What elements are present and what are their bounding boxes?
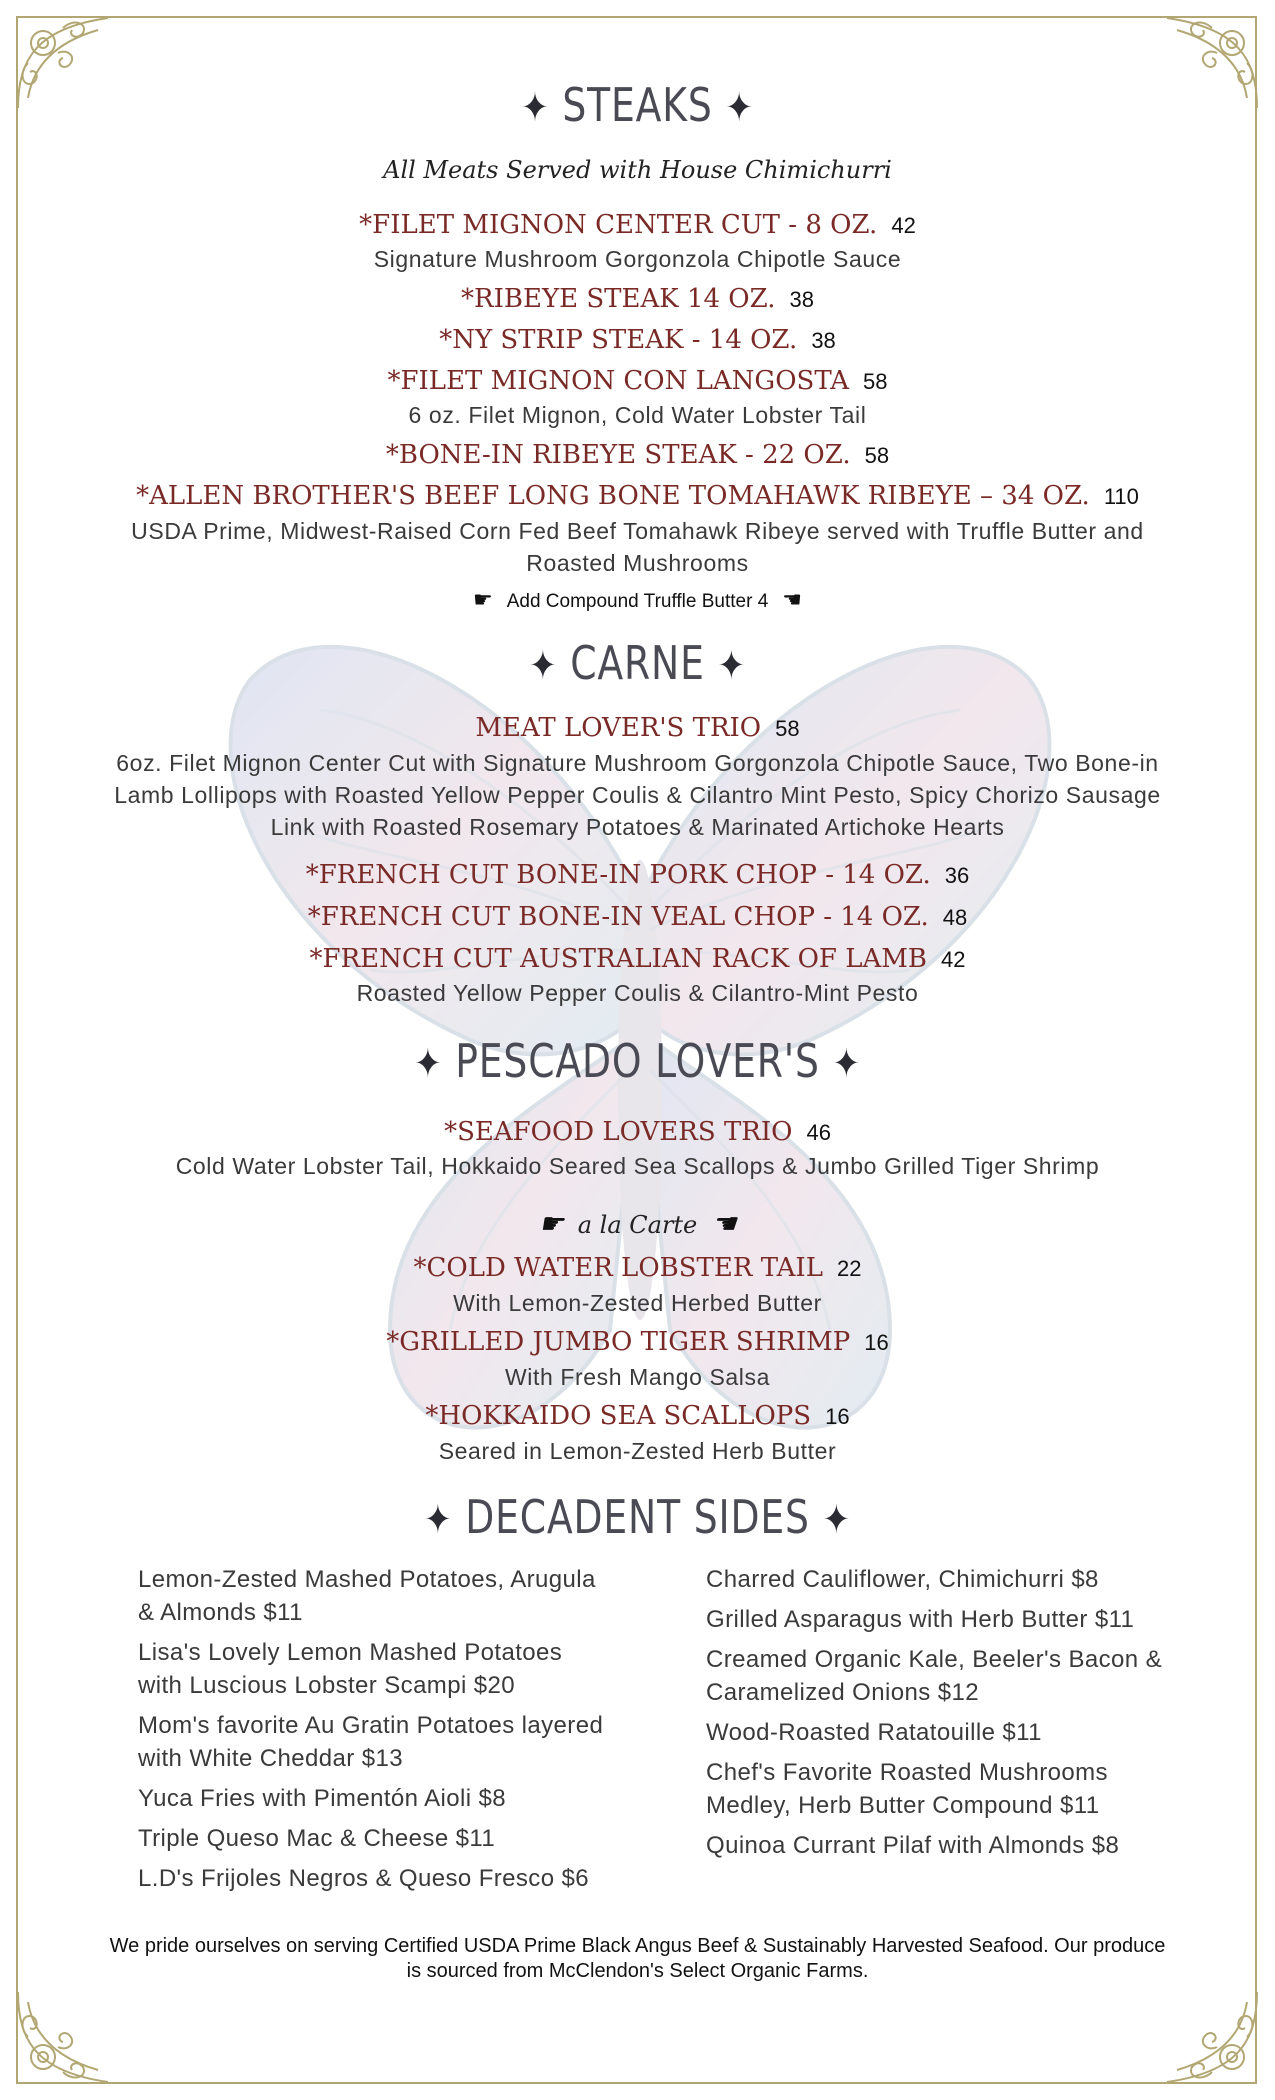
menu-item: *FILET MIGNON CON LANGOSTA 58 [387,366,888,396]
item-description: 6 oz. Filet Mignon, Cold Water Lobster Tail [408,402,867,428]
side-item: Quinoa Currant Pilaf with Almonds $8 [706,1832,1120,1859]
footer-line: We pride ourselves on serving Certified USDA Prime Black Angus Beef & Sustainably Harvested Seafood. Our produce [109,1935,1166,1957]
item-description: 6oz. Filet Mignon Center Cut with Signature Mushroom Gorgonzola Chipotle Sauce, Two Bone-in [116,750,1159,776]
item-description: Signature Mushroom Gorgonzola Chipotle Sauce [373,246,902,272]
item-description: With Lemon-Zested Herbed Butter [453,1290,822,1316]
steaks-subtitle: All Meats Served with House Chimichurri [383,156,892,184]
section-title-steaks: ✦ STEAKS ✦ [521,78,754,132]
star-icon: ✦ [521,85,550,131]
side-item: Chef's Favorite Roasted Mushrooms Medley, Herb Butter Compound $11 [706,1759,1108,1819]
side-item: Wood-Roasted Ratatouille $11 [706,1719,1042,1746]
side-item: Lisa's Lovely Lemon Mashed Potatoes with Luscious Lobster Scampi $20 [138,1639,563,1699]
corner-ornament-icon [8,1982,118,2092]
side-item: Mom's favorite Au Gratin Potatoes layered with White Cheddar $13 [138,1712,604,1772]
menu-item: *GRILLED JUMBO TIGER SHRIMP 16 [386,1327,889,1357]
side-item: Grilled Asparagus with Herb Butter $11 [706,1606,1135,1633]
corner-ornament-icon [1157,8,1267,118]
menu-item: *FRENCH CUT BONE-IN PORK CHOP - 14 OZ. 36 [305,860,970,890]
menu-item: *NY STRIP STEAK - 14 OZ. 38 [439,325,836,355]
star-icon: ✦ [832,1041,861,1087]
item-description: Lamb Lollipops with Roasted Yellow Pepper Coulis & Cilantro Mint Pesto, Spicy Chorizo Sausage [114,782,1161,808]
menu-item: *ALLEN BROTHER'S BEEF LONG BONE TOMAHAWK RIBEYE – 34 OZ. 110 [136,481,1139,511]
menu-item: *COLD WATER LOBSTER TAIL 22 [413,1253,862,1283]
sides-right-column [706,1563,1176,1869]
menu-item: *FRENCH CUT BONE-IN VEAL CHOP - 14 OZ. 48 [307,902,968,932]
addon-note: ☛ Add Compound Truffle Butter 4 ☚ [472,587,803,612]
pointing-hand-left-icon: ☚ [782,587,803,612]
menu-item: *BONE-IN RIBEYE STEAK - 22 OZ. 58 [385,440,890,470]
menu-item: *SEAFOOD LOVERS TRIO 46 [444,1117,831,1147]
pointing-hand-right-icon: ☛ [538,1207,564,1240]
side-item: Charred Cauliflower, Chimichurri $8 [706,1566,1099,1593]
item-description: Roasted Mushrooms [526,550,749,576]
side-item: Yuca Fries with Pimentón Aioli $8 [138,1785,507,1812]
side-item: L.D's Frijoles Negros & Queso Fresco $6 [138,1865,590,1892]
menu-item: *RIBEYE STEAK 14 OZ. 38 [461,284,814,314]
star-icon: ✦ [725,85,754,131]
pointing-hand-right-icon: ☛ [472,587,493,612]
item-description: Link with Roasted Rosemary Potatoes & Marinated Artichoke Hearts [270,814,1005,840]
item-description: Roasted Yellow Pepper Coulis & Cilantro-Mint Pesto [356,980,919,1006]
section-title-pescado: ✦ PESCADO LOVER'S ✦ [414,1034,861,1088]
menu-item: *HOKKAIDO SEA SCALLOPS 16 [425,1401,850,1431]
side-item: Creamed Organic Kale, Beeler's Bacon & Caramelized Onions $12 [706,1646,1163,1706]
star-icon: ✦ [822,1497,851,1543]
star-icon: ✦ [424,1497,453,1543]
section-title-carne: ✦ CARNE ✦ [529,636,746,690]
side-item: Triple Queso Mac & Cheese $11 [138,1825,496,1852]
menu-item: MEAT LOVER'S TRIO 58 [475,713,800,743]
section-title-sides: ✦ DECADENT SIDES ✦ [424,1490,851,1544]
item-description: USDA Prime, Midwest-Raised Corn Fed Beef Tomahawk Ribeye served with Truffle Butter and [131,518,1144,544]
corner-ornament-icon [1157,1982,1267,2092]
item-description: Seared in Lemon-Zested Herb Butter [438,1438,837,1464]
item-description: Cold Water Lobster Tail, Hokkaido Seared Sea Scallops & Jumbo Grilled Tiger Shrimp [175,1153,1100,1179]
footer-line: is sourced from McClendon's Select Organic Farms. [406,1960,869,1982]
sides-left-column [138,1563,608,1902]
item-description: With Fresh Mango Salsa [504,1364,771,1390]
menu-item: *FRENCH CUT AUSTRALIAN RACK OF LAMB 42 [309,944,966,974]
star-icon: ✦ [414,1041,443,1087]
pointing-hand-left-icon: ☚ [711,1207,737,1240]
star-icon: ✦ [717,643,746,689]
corner-ornament-icon [8,8,118,118]
side-item: Lemon-Zested Mashed Potatoes, Arugula & Almonds $11 [138,1566,596,1626]
footer-note [95,1934,1180,1984]
star-icon: ✦ [529,643,558,689]
menu-item: *FILET MIGNON CENTER CUT - 8 OZ. 42 [359,210,916,240]
a-la-carte-heading: ☛ a la Carte ☚ [538,1207,737,1240]
